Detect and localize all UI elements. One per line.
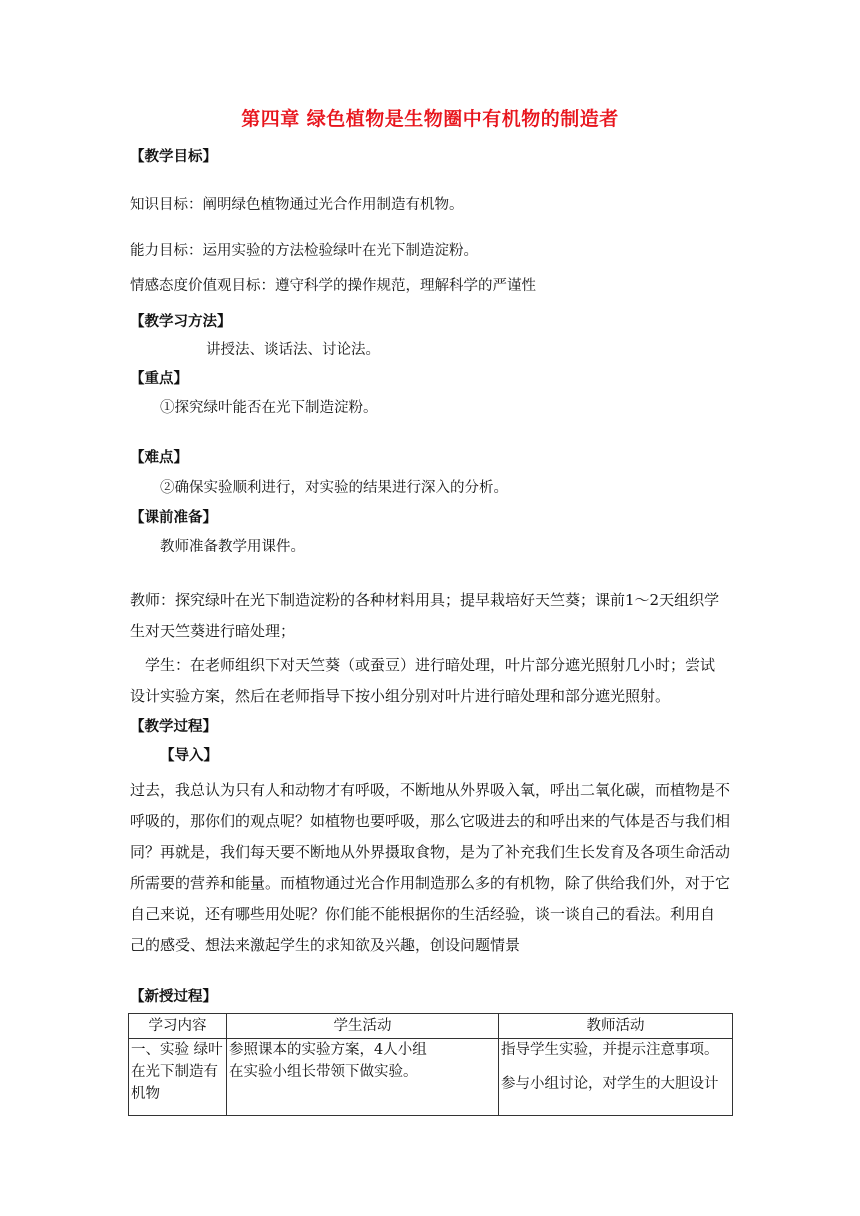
cell-line: 在光下制造有 xyxy=(131,1064,218,1080)
teacher-prep-line: 生对天竺葵进行暗处理； xyxy=(130,622,296,640)
key-heading: 【重点】 xyxy=(130,371,188,387)
attitude-goal: 情感态度价值观目标：遵守科学的操作规范，理解科学的严谨性 xyxy=(130,278,536,294)
cell-line: 参照课本的实验方案，4人小组 xyxy=(229,1042,427,1058)
column-header: 学生活动 xyxy=(227,1014,499,1039)
cell-line: 参与小组讨论，对学生的大胆设计 xyxy=(501,1076,719,1092)
teacher-prep-line: 教师：探究绿叶在光下制造淀粉的各种材料用具；提早栽培好天竺葵；课前1～2天组织学 xyxy=(130,591,720,609)
knowledge-goal: 知识目标：阐明绿色植物通过光合作用制造有机物。 xyxy=(130,197,464,213)
cell-spacer xyxy=(501,1061,730,1073)
intro-heading: 【导入】 xyxy=(160,748,218,764)
cell-line: 一、实验 绿叶 xyxy=(131,1042,223,1058)
intro-line: 所需要的营养和能量。而植物通过光合作用制造那么多的有机物，除了供给我们外，对于它 xyxy=(130,874,731,892)
intro-line: 过去，我总认为只有人和动物才有呼吸，不断地从外界吸入氧，呼出二氧化碳，而植物是不 xyxy=(130,781,731,799)
objectives-heading: 【教学目标】 xyxy=(130,149,217,165)
methods-text: 讲授法、谈话法、讨论法。 xyxy=(206,342,380,358)
cell-line: 在实验小组长带领下做实验。 xyxy=(229,1064,418,1080)
page-title: 第四章 绿色植物是生物圈中有机物的制造者 xyxy=(241,108,619,130)
intro-line: 呼吸的，那你们的观点呢？如植物也要呼吸，那么它吸进去的和呼出来的气体是否与我们相 xyxy=(130,812,731,830)
student-prep xyxy=(130,650,732,712)
column-header: 教师活动 xyxy=(499,1014,733,1039)
key-text: ①探究绿叶能否在光下制造淀粉。 xyxy=(160,400,378,416)
ability-goal: 能力目标：运用实验的方法检验绿叶在光下制造淀粉。 xyxy=(130,243,478,259)
difficulty-text: ②确保实验顺利进行，对实验的结果进行深入的分析。 xyxy=(160,480,508,496)
teacher-activity-cell xyxy=(499,1039,733,1116)
intro-paragraph xyxy=(130,775,732,961)
prep-text: 教师准备教学用课件。 xyxy=(160,539,305,555)
difficulty-heading: 【难点】 xyxy=(130,450,188,466)
process-heading: 【教学过程】 xyxy=(130,719,217,735)
table-header-row xyxy=(129,1014,733,1039)
table-row xyxy=(129,1039,733,1116)
content-cell xyxy=(129,1039,227,1116)
teacher-prep xyxy=(130,585,732,647)
student-activity-cell xyxy=(227,1039,499,1116)
column-header: 学习内容 xyxy=(129,1014,227,1039)
intro-line: 己的感受、想法来激起学生的求知欲及兴趣，创设问题情景 xyxy=(130,936,521,954)
prep-heading: 【课前准备】 xyxy=(130,510,217,526)
intro-line: 同？再就是，我们每天要不断地从外界摄取食物，是为了补充我们生长发育及各项生命活动 xyxy=(130,843,731,861)
methods-heading: 【教学习方法】 xyxy=(130,314,232,330)
student-prep-line: 设计实验方案，然后在老师指导下按小组分别对叶片进行暗处理和部分遮光照射。 xyxy=(130,687,671,705)
new-lesson-heading: 【新授过程】 xyxy=(130,989,217,1005)
cell-line: 机物 xyxy=(131,1086,160,1102)
lesson-table xyxy=(128,1013,733,1116)
intro-line: 自己来说，还有哪些用处呢？你们能不能根据你的生活经验，谈一谈自己的看法。利用自 xyxy=(130,905,716,923)
cell-line: 指导学生实验，并提示注意事项。 xyxy=(501,1042,719,1058)
student-prep-line: 学生：在老师组织下对天竺葵（或蚕豆）进行暗处理，叶片部分遮光照射几小时；尝试 xyxy=(145,656,716,674)
